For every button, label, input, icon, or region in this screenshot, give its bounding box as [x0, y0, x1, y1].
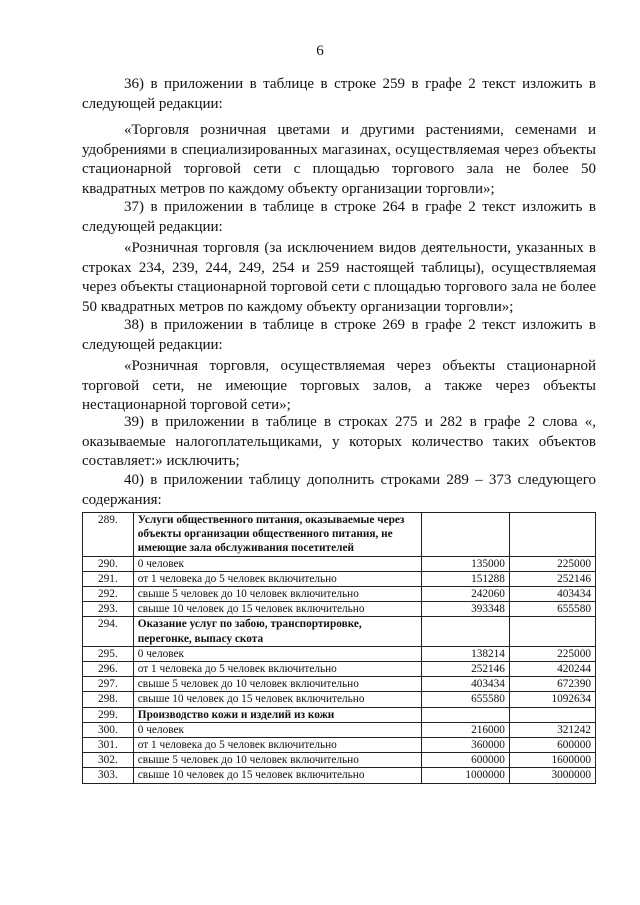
value-2-cell: 1092634: [509, 692, 595, 707]
row-name-cell: 0 человек: [133, 556, 421, 571]
row-number-cell: 301.: [83, 738, 134, 753]
value-2-cell: 252146: [509, 571, 595, 586]
value-1-cell: [421, 513, 509, 557]
row-number-cell: 291.: [83, 571, 134, 586]
quote-37: «Розничная торговля (за исключением видов деятельности, указанных в строках 234, 239, 244, 249, 254 и 259 настоящей таблицы), осуществляемая через объекты стационарной торговой сети с площадью торгового зала не более 50 квадратных метров по каждому объекту организации торговли»;: [82, 240, 596, 315]
table-row: [83, 707, 596, 722]
row-name-cell: от 1 человека до 5 человек включительно: [133, 738, 421, 753]
row-number-cell: 300.: [83, 722, 134, 737]
value-1-cell: 242060: [421, 587, 509, 602]
row-number-cell: 298.: [83, 692, 134, 707]
row-number-cell: 295.: [83, 646, 134, 661]
paragraph-38: 38) в приложении в таблице в строке 269 в графе 2 текст изложить в следующей редакции:: [82, 317, 596, 353]
row-name-cell: свыше 5 человек до 10 человек включительно: [133, 587, 421, 602]
value-1-cell: [421, 617, 509, 646]
paragraph-37: 37) в приложении в таблице в строке 264 в графе 2 текст изложить в следующей редакции:: [82, 199, 596, 235]
row-number-cell: 294.: [83, 617, 134, 646]
row-name-cell: Услуги общественного питания, оказываемые через объекты организации общественного питания, не имеющие зала обслуживания посетителей: [133, 513, 421, 557]
value-2-cell: 672390: [509, 677, 595, 692]
row-number-cell: 296.: [83, 662, 134, 677]
value-2-cell: 403434: [509, 587, 595, 602]
paragraph-36: 36) в приложении в таблице в строке 259 в графе 2 текст изложить в следующей редакции:: [82, 76, 596, 112]
row-number-cell: 299.: [83, 707, 134, 722]
row-name-cell: 0 человек: [133, 722, 421, 737]
value-1-cell: 600000: [421, 753, 509, 768]
supplement-table: [82, 512, 596, 784]
row-name-cell: свыше 10 человек до 15 человек включительно: [133, 768, 421, 783]
row-number-cell: 290.: [83, 556, 134, 571]
table-row: [83, 722, 596, 737]
row-name-cell: свыше 5 человек до 10 человек включительно: [133, 677, 421, 692]
value-2-cell: 225000: [509, 646, 595, 661]
value-2-cell: 420244: [509, 662, 595, 677]
table-row: [83, 587, 596, 602]
row-name-cell: Производство кожи и изделий из кожи: [133, 707, 421, 722]
table-row: [83, 692, 596, 707]
paragraph-39: 39) в приложении в таблице в строках 275 и 282 в графе 2 слова «, оказываемые налогоплательщиками, у которых количество таких объектов составляет:» исключить;: [82, 414, 596, 470]
table-row: [83, 738, 596, 753]
table-row: [83, 602, 596, 617]
row-name-cell: от 1 человека до 5 человек включительно: [133, 571, 421, 586]
value-2-cell: 1600000: [509, 753, 595, 768]
value-2-cell: 655580: [509, 602, 595, 617]
table-row: [83, 677, 596, 692]
value-2-cell: 3000000: [509, 768, 595, 783]
value-1-cell: 403434: [421, 677, 509, 692]
value-1-cell: 655580: [421, 692, 509, 707]
row-name-cell: от 1 человека до 5 человек включительно: [133, 662, 421, 677]
value-1-cell: 393348: [421, 602, 509, 617]
value-2-cell: [509, 707, 595, 722]
table-row: [83, 662, 596, 677]
table-row: [83, 768, 596, 783]
row-number-cell: 289.: [83, 513, 134, 557]
value-1-cell: 135000: [421, 556, 509, 571]
table-row: [83, 617, 596, 646]
row-number-cell: 293.: [83, 602, 134, 617]
table-row: [83, 513, 596, 557]
value-1-cell: 360000: [421, 738, 509, 753]
value-1-cell: [421, 707, 509, 722]
table-row: [83, 556, 596, 571]
row-name-cell: Оказание услуг по забою, транспортировке, перегонке, выпасу скота: [133, 617, 421, 646]
row-number-cell: 292.: [83, 587, 134, 602]
row-number-cell: 303.: [83, 768, 134, 783]
value-2-cell: [509, 513, 595, 557]
value-2-cell: [509, 617, 595, 646]
table-row: [83, 646, 596, 661]
row-number-cell: 297.: [83, 677, 134, 692]
page-number: 6: [316, 43, 324, 59]
value-2-cell: 225000: [509, 556, 595, 571]
row-number-cell: 302.: [83, 753, 134, 768]
value-2-cell: 321242: [509, 722, 595, 737]
value-1-cell: 138214: [421, 646, 509, 661]
row-name-cell: свыше 5 человек до 10 человек включительно: [133, 753, 421, 768]
paragraph-40: 40) в приложении таблицу дополнить строками 289 – 373 следующего содержания:: [82, 472, 596, 508]
row-name-cell: 0 человек: [133, 646, 421, 661]
value-1-cell: 216000: [421, 722, 509, 737]
value-1-cell: 1000000: [421, 768, 509, 783]
value-2-cell: 600000: [509, 738, 595, 753]
table-row: [83, 753, 596, 768]
quote-38: «Розничная торговля, осуществляемая через объекты стационарной торговой сети, не имеющие торговых залов, а также через объекты нестационарной торговой сети»;: [82, 358, 596, 414]
table-row: [83, 571, 596, 586]
row-name-cell: свыше 10 человек до 15 человек включительно: [133, 692, 421, 707]
value-1-cell: 151288: [421, 571, 509, 586]
value-1-cell: 252146: [421, 662, 509, 677]
quote-36: «Торговля розничная цветами и другими растениями, семенами и удобрениями в специализированных магазинах, осуществляемая через объекты стационарной торговой сети с площадью торгового зала не более 50 квадратных метров по каждому объекту организации торговли»;: [82, 122, 596, 197]
row-name-cell: свыше 10 человек до 15 человек включительно: [133, 602, 421, 617]
